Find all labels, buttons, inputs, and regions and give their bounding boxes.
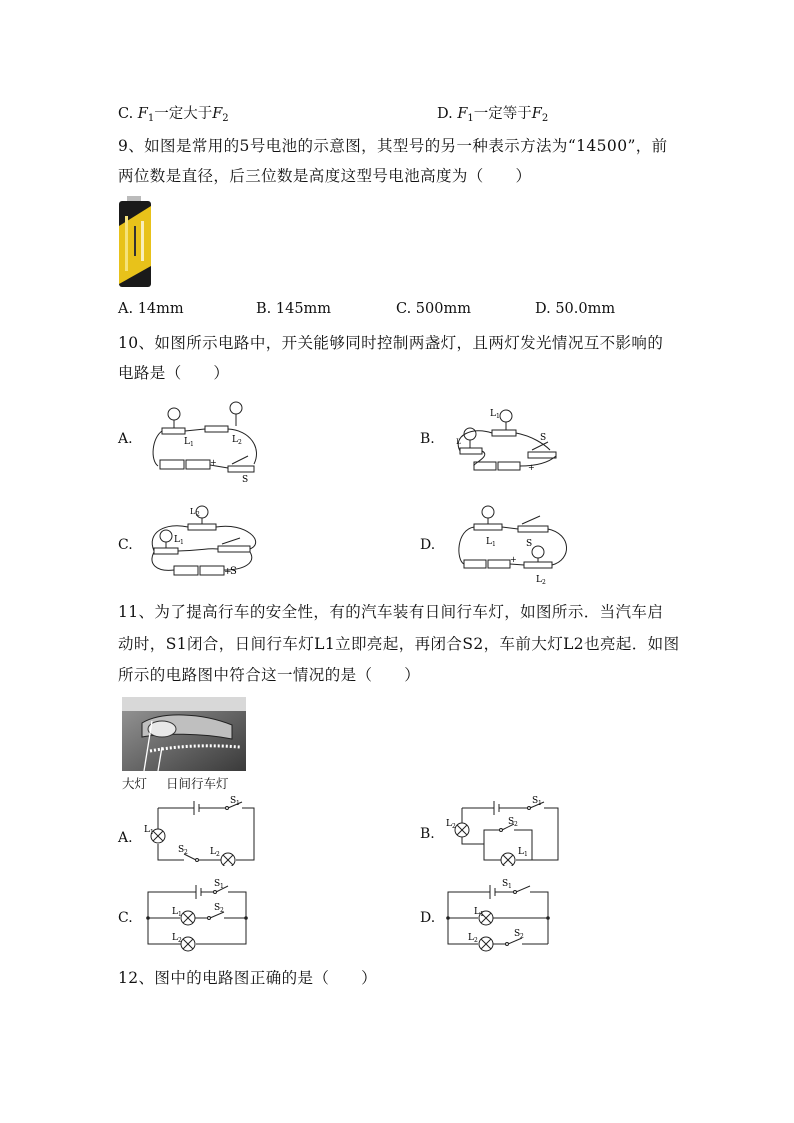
q10-label-a: A. [118,431,133,447]
svg-text:+: + [528,463,535,472]
svg-text:S: S [508,817,515,827]
svg-text:1: 1 [190,441,194,448]
svg-text:1: 1 [492,541,496,548]
svg-text:S: S [214,879,221,889]
q11-circuit-a [142,794,260,866]
svg-text:2: 2 [452,823,456,830]
svg-text:L: L [456,438,461,446]
svg-text:L: L [232,435,238,445]
q9-option-b: B. 145mm [256,301,332,317]
svg-text:1: 1 [524,851,528,858]
battery-image [117,196,155,288]
svg-text:L: L [174,535,180,545]
svg-text:1: 1 [220,883,224,890]
q10-circuit-a [150,398,270,486]
svg-text:2: 2 [178,937,182,944]
svg-text:1: 1 [538,800,542,807]
car-headlight-photo [122,697,246,771]
svg-text:L: L [536,575,542,585]
q9-stem-line1: 9、如图是常用的5号电池的示意图，其型号的另一种表示方法为“14500”，前 [118,137,668,155]
q11-stem-line3: 所示的电路图中符合这一情况的是（ ） [118,666,421,684]
svg-text:2: 2 [216,851,220,858]
svg-text:S: S [214,903,221,913]
svg-text:L: L [474,907,480,917]
svg-text:1: 1 [496,413,500,420]
svg-text:L: L [190,507,196,516]
svg-text:L: L [446,819,452,829]
q9-option-c: C. 500mm [396,301,471,317]
q9-option-a: A. 14mm [118,301,184,317]
svg-text:L: L [468,933,474,943]
svg-text:1: 1 [480,911,484,918]
svg-text:2: 2 [220,907,224,914]
svg-text:S: S [242,475,249,485]
svg-text:L: L [184,437,190,447]
svg-text:2: 2 [520,933,524,940]
q10-circuit-c [146,502,270,584]
q10-circuit-d [452,500,574,590]
svg-text:2: 2 [542,579,546,586]
q11-stem-line2: 动时，S1闭合，日间行车灯L1立即亮起，再闭合S2，车前大灯L2也亮起．如图 [118,635,680,653]
q11-stem-line1: 11、为了提高行车的安全性，有的汽车装有日间行车灯，如图所示．当汽车启 [118,603,664,621]
q10-label-c: C. [118,537,133,553]
svg-text:L: L [210,847,216,857]
svg-text:2: 2 [238,439,242,446]
svg-text:1: 1 [508,883,512,890]
svg-text:L: L [172,907,178,917]
svg-text:S: S [502,879,509,889]
svg-text:S: S [230,796,237,806]
svg-text:+: + [510,555,517,564]
svg-text:S: S [532,796,539,806]
q11-circuit-d [444,878,554,952]
q8-option-d: D. $F_1$一定等于$F_2$ [437,106,549,124]
svg-text:2: 2 [514,821,518,828]
q11-label-a: A. [118,830,133,846]
svg-text:1: 1 [150,829,154,836]
svg-text:S: S [526,539,533,549]
q12-stem-line1: 12、图中的电路图正确的是（ ） [118,969,378,987]
svg-text:S: S [514,929,521,939]
svg-text:2: 2 [184,849,188,856]
svg-text:L: L [490,409,496,419]
q11-circuit-c [144,878,252,952]
q11-circuit-b [444,794,564,866]
q10-stem-line2: 电路是（ ） [118,364,230,382]
svg-text:L: L [144,825,150,835]
q10-label-b: B. [420,431,435,447]
q11-label-c: C. [118,910,133,926]
svg-text:+: + [210,458,217,467]
svg-text:S: S [178,845,185,855]
svg-text:L: L [486,537,492,547]
svg-text:S: S [540,433,547,443]
svg-text:2: 2 [474,937,478,944]
photo-caption-headlight: 大灯 [122,776,148,791]
photo-caption-daylight: 日间行车灯 [166,776,229,791]
q11-label-d: D. [420,910,436,926]
q8-option-c: C. $F_1$一定大于$F_2$ [118,106,229,124]
svg-text:1: 1 [178,911,182,918]
q10-circuit-b [452,406,572,488]
svg-text:L: L [172,933,178,943]
q10-stem-line1: 10、如图所示电路中，开关能够同时控制两盏灯，且两灯发光情况互不影响的 [118,334,664,352]
q9-stem-line2: 两位数是直径，后三位数是高度这型号电池高度为（ ） [118,167,532,185]
svg-text:L: L [518,847,524,857]
q10-label-d: D. [420,537,436,553]
q9-option-d: D. 50.0mm [535,301,616,317]
svg-text:2: 2 [196,511,200,518]
q11-label-b: B. [420,826,435,842]
svg-text:1: 1 [180,539,184,546]
svg-text:S: S [230,566,237,577]
svg-text:+: + [224,567,232,577]
svg-text:1: 1 [236,800,240,807]
